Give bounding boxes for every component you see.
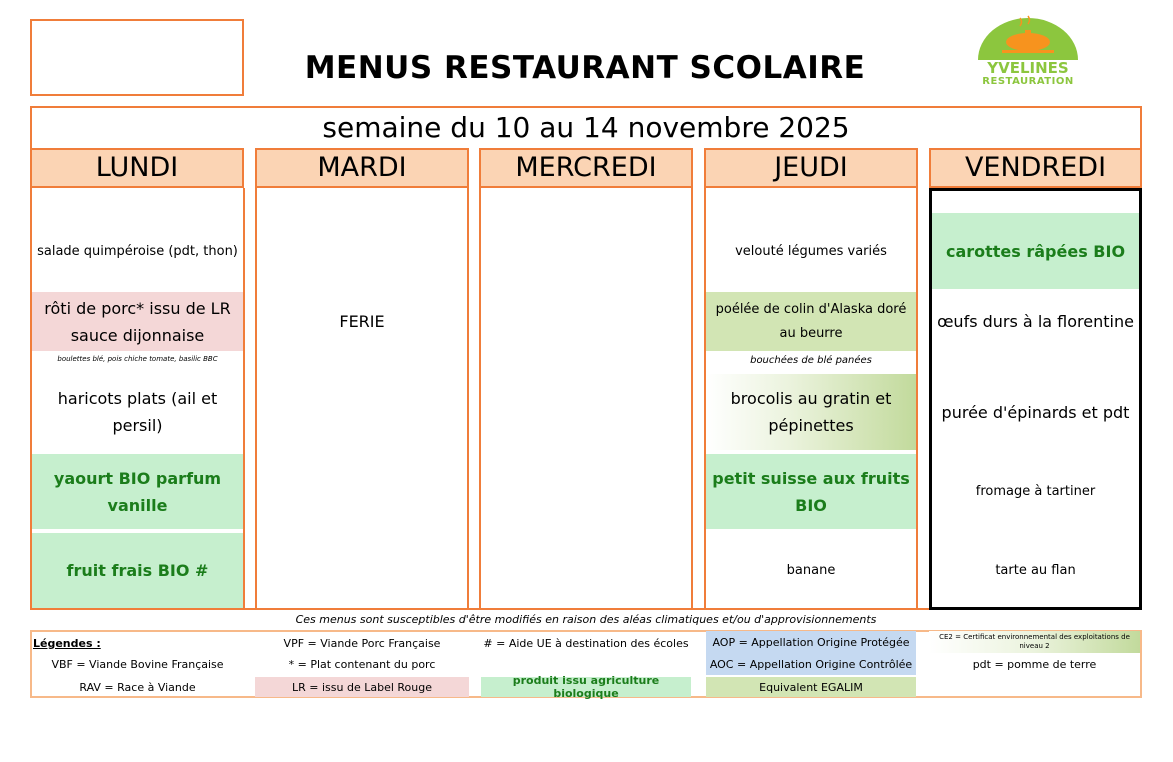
- legend-ce2: CE2 = Certificat environnemental des exploitations de niveau 2: [929, 631, 1140, 653]
- logo-subtext: RESTAURATION: [982, 76, 1074, 87]
- vendredi-dessert: tarte au flan: [995, 563, 1076, 578]
- jeudi-entree: velouté légumes variés: [735, 243, 887, 259]
- day-header-mercredi: MERCREDI: [479, 148, 693, 188]
- vendredi-entree: carottes râpées BIO: [932, 213, 1139, 289]
- lundi-accompagnement: haricots plats (ail et persil): [57, 389, 218, 435]
- jeudi-laitage: petit suisse aux fruits BIO: [706, 454, 916, 529]
- lundi-plat: rôti de porc* issu de LR sauce dijonnaise: [32, 292, 243, 351]
- legend-egalim: Equivalent EGALIM: [706, 677, 916, 697]
- legend-rav: RAV = Race à Viande: [79, 680, 196, 694]
- day-header-lundi: LUNDI: [30, 148, 244, 188]
- vendredi-accompagnement: purée d'épinards et pdt: [941, 402, 1130, 422]
- legend-bio: produit issu agriculture biologique: [481, 677, 691, 697]
- legend-aide-ue: # = Aide UE à destination des écoles: [483, 636, 689, 650]
- column-divider: [243, 188, 245, 610]
- legend-label-rouge: LR = issu de Label Rouge: [255, 677, 469, 697]
- logo-text: YVELINES: [987, 59, 1069, 77]
- legend-title: Légendes :: [33, 636, 101, 650]
- jeudi-dessert: banane: [786, 563, 836, 578]
- column-mercredi: [479, 188, 693, 610]
- vendredi-plat: œufs durs à la florentine: [937, 312, 1134, 331]
- day-header-jeudi: JEUDI: [704, 148, 918, 188]
- legend-vpf: VPF = Viande Porc Française: [283, 636, 441, 650]
- jeudi-plat-alternatif: bouchées de blé panées: [750, 354, 872, 366]
- jeudi-plat: poélée de colin d'Alaska doré au beurre: [706, 292, 916, 351]
- legend-aoc: AOC = Appellation Origine Contrôlée: [706, 653, 916, 675]
- lundi-laitage: yaourt BIO parfum vanille: [32, 454, 243, 529]
- lundi-entree: salade quimpéroise (pdt, thon): [37, 243, 238, 259]
- day-header-vendredi: VENDREDI: [929, 148, 1142, 188]
- lundi-dessert: fruit frais BIO #: [32, 533, 243, 608]
- day-header-mardi: MARDI: [255, 148, 469, 188]
- vendredi-laitage: fromage à tartiner: [975, 484, 1096, 499]
- legend-pdt: pdt = pomme de terre: [972, 657, 1097, 671]
- mardi-ferie: FERIE: [339, 312, 385, 331]
- top-left-box: [30, 19, 244, 96]
- legend-porc: * = Plat contenant du porc: [288, 657, 436, 671]
- column-mardi: [255, 188, 469, 610]
- legend-aop: AOP = Appellation Origine Protégée: [706, 631, 916, 653]
- disclaimer-note: Ces menus sont susceptibles d'être modifiés en raison des aléas climatiques et/ou d'approvisionnements: [295, 613, 877, 626]
- page-title: MENUS RESTAURANT SCOLAIRE: [304, 50, 866, 86]
- lundi-plat-alternatif: boulettes blé, pois chiche tomate, basilic BBC: [57, 355, 218, 363]
- legend-vbf: VBF = Viande Bovine Française: [51, 657, 224, 671]
- jeudi-accompagnement: brocolis au gratin et pépinettes: [706, 374, 916, 450]
- week-title: semaine du 10 au 14 novembre 2025: [322, 111, 850, 144]
